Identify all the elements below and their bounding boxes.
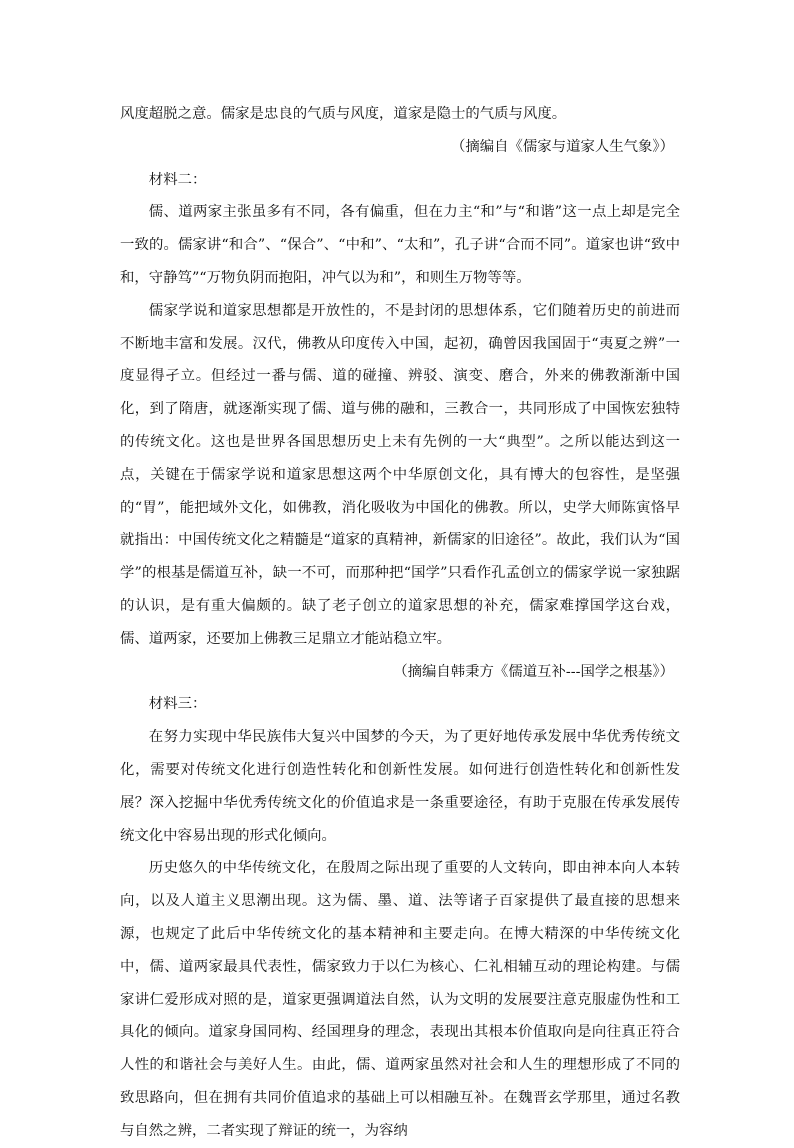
paragraph-material3-1: 在努力实现中华民族伟大复兴中国梦的今天，为了更好地传承发展中华优秀传统文化，需要对传统文化进行创造性转化和创新性发展。如何进行创造性转化和创新性发展？深入挖掘中华优秀传统文化的价值追求是一条重要途径，有助于克服在传承发展传统文化中容易出现的形式化倾向。 (120, 729, 680, 844)
material-label-2: 材料二： (148, 171, 207, 188)
paragraph-material3-2: 历史悠久的中华传统文化，在殷周之际出现了重要的人文转向，即由神本向人本转向，以及人道主义思潮出现。这为儒、墨、道、法等诸子百家提供了最直接的思想来源，也规定了此后中华传统文化的基本精神和主要走向。在博大精深的中华传统文化中，儒、道两家最具代表性，儒家致力于以仁为核心、仁礼相辅互动的理论构建。与儒家讲仁爱形成对照的是，道家更强调道法自然，认为文明的发展要注意克服虚伪性和工具化的倾向。道家身国同构、经国理身的理念，表现出其根本价值取向是向往真正符合人性的和谐社会与美好人生。由此，儒、道两家虽然对社会和人生的理想形成了不同的致思路向，但在拥有共同价值追求的基础上可以相融互补。在魏晋玄学那里，通过名教与自然之辨，二者实现了辩证的统一，为容纳 (120, 860, 680, 1139)
document-body (120, 98, 680, 1148)
source-citation-1: （摘编自《儒家与道家人生气象》） (450, 138, 674, 155)
paragraph-material2-1: 儒、道两家主张虽多有不同，各有偏重，但在力主“和”与“和谐”这一点上却是完全一致的。儒家讲“和合”、“保合”、“中和”、“太和”，孔子讲“合而不同”。道家也讲“致中和，守静笃”“万物负阴而抱阳，冲气以为和”，和则生万物等等。 (120, 204, 680, 286)
paragraph-intro-tail: 风度超脱之意。儒家是忠良的气质与风度，道家是隐士的气质与风度。 (120, 106, 567, 122)
source-citation-2: （摘编自韩秉方《儒道互补---国学之根基》） (393, 663, 674, 680)
material-label-3: 材料三： (148, 696, 207, 713)
paragraph-material2-2: 儒家学说和道家思想都是开放性的，不是封闭的思想体系，它们随着历史的前进而不断地丰富和发展。汉代，佛教从印度传入中国，起初，确曾因我国固于“夷夏之辨”一度显得孑立。但经过一番与儒、道的碰撞、辨驳、演变、磨合，外来的佛教渐渐中国化，到了隋唐，就逐渐实现了儒、道与佛的融和，三教合一，共同形成了中国恢宏独特的传统文化。这也是世界各国思想历史上未有先例的一大“典型”。之所以能达到这一点，关键在于儒家学说和道家思想这两个中华原创文化，具有博大的包容性，是坚强的“胃”，能把域外文化，如佛教，消化吸收为中国化的佛教。所以，史学大师陈寅恪早就指出：中国传统文化之精髓是“道家的真精神，新儒家的旧途径”。故此，我们认为“国学”的根基是儒道互补，缺一不可，而那种把“国学”只看作孔孟创立的儒家学说一家独踞的认识，是有重大偏颇的。缺了老子创立的道家思想的补充，儒家难撑国学这台戏，儒、道两家，还要加上佛教三足鼎立才能站稳立牢。 (120, 302, 680, 647)
